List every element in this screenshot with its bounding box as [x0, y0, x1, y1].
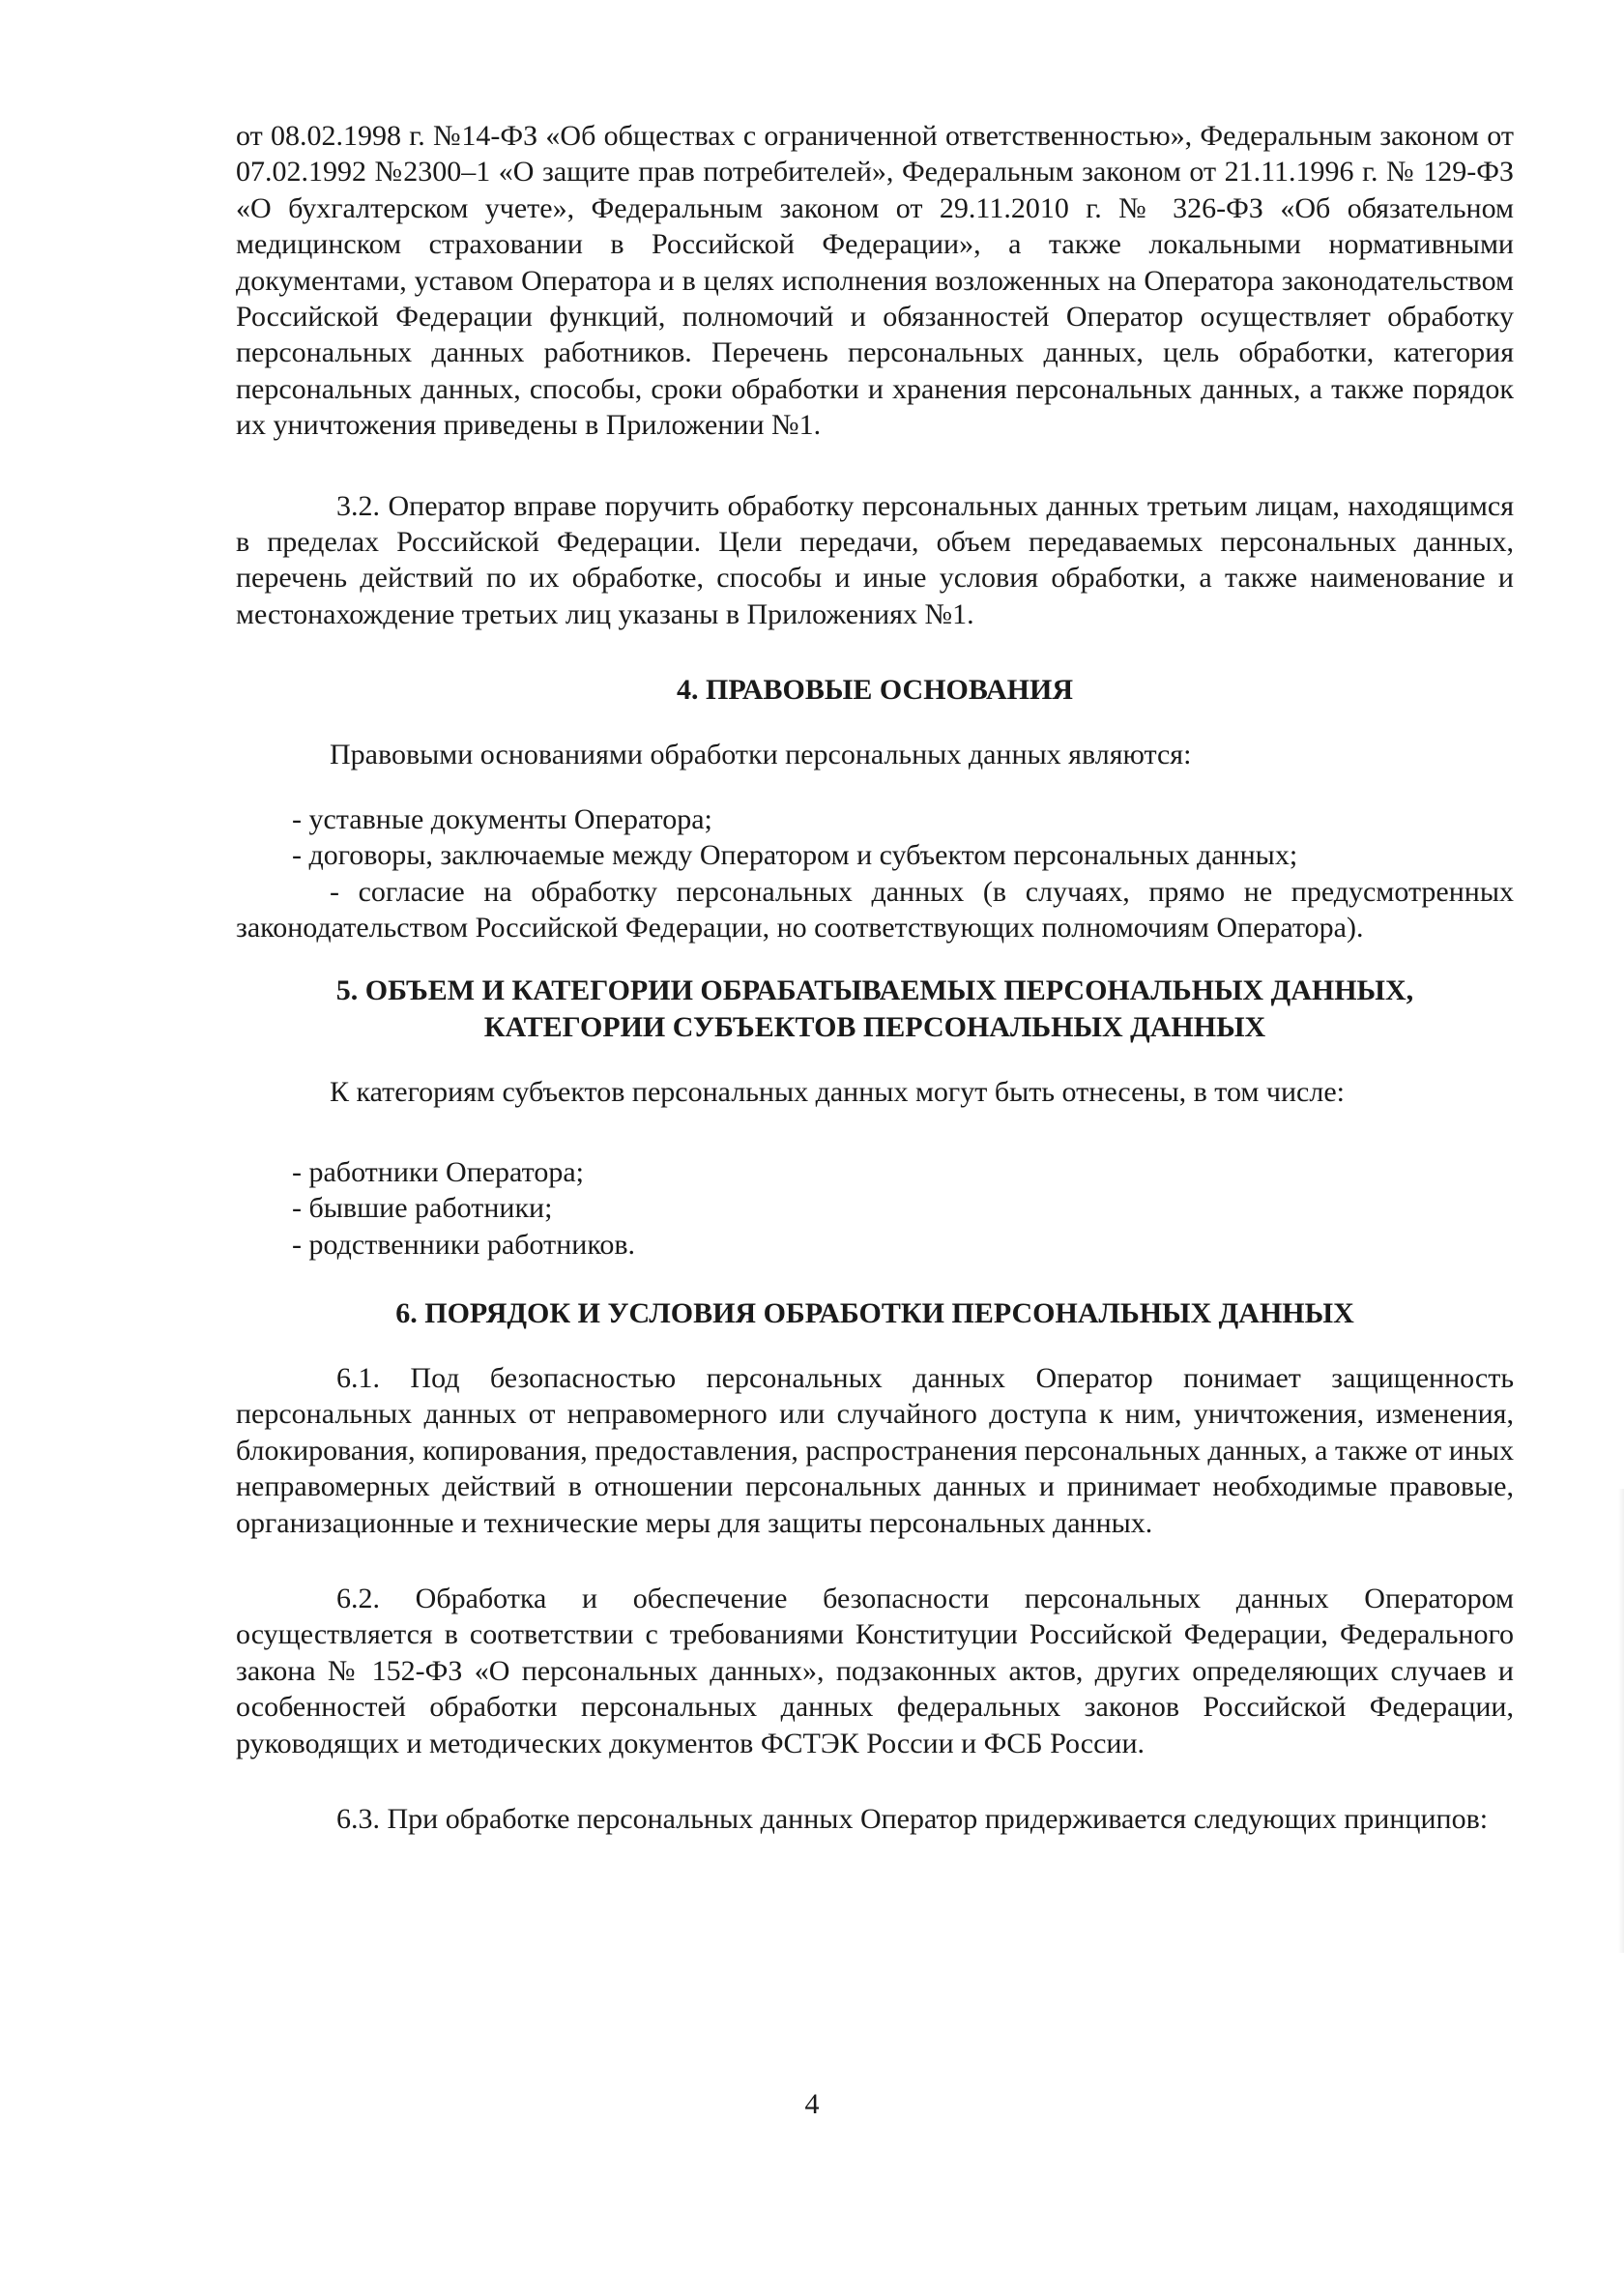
legal-ground-item: - договоры, заключаемые между Оператором и субъектом персональных данных;: [292, 839, 1298, 872]
section-4-title: 4. ПРАВОВЫЕ ОСНОВАНИЯ: [677, 674, 1073, 707]
subject-category-item: - работники Оператора;: [292, 1155, 584, 1188]
section-5-title-line-2: КАТЕГОРИИ СУБЪЕКТОВ ПЕРСОНАЛЬНЫХ ДАННЫХ: [483, 1011, 1266, 1044]
subject-category-item: - родственники работников.: [292, 1228, 636, 1261]
scan-edge-shadow: [1618, 1489, 1624, 1953]
section-6-processing-order: [236, 1295, 1514, 1837]
legal-ground-item: - уставные документы Оператора;: [292, 802, 712, 835]
document-page: [236, 118, 1514, 1837]
paragraph-3-2: 3.2. Оператор вправе поручить обработку персональных данных третьим лицам, находящимся в пределах Российской Федерации. Цели передачи, объем передаваемых персональных данных, перечень действий по их обработке, способы и иные условия обработки, а также наименование и местонахождение третьих лиц указаны в Приложениях №1.: [236, 489, 1514, 630]
paragraph-6-2: 6.2. Обработка и обеспечение безопасности персональных данных Оператором осуществляется в соответствии с требованиями Конституции Российской Федерации, Федерального закона № 152-ФЗ «О персональных данных», подзаконных актов, других определяющих случаев и особенностей обработки персональных данных федеральных законов Российской Федерации, руководящих и методических документов ФСТЭК России и ФСБ России.: [236, 1582, 1514, 1759]
section-5-lead: К категориям субъектов персональных данных могут быть отнесены, в том числе:: [330, 1076, 1345, 1109]
paragraph-6-3: 6.3. При обработке персональных данных Оператор придерживается следующих принципов:: [336, 1803, 1489, 1835]
section-5-title-line-1: 5. ОБЪЕМ И КАТЕГОРИИ ОБРАБАТЫВАЕМЫХ ПЕРСОНАЛЬНЫХ ДАННЫХ,: [335, 974, 1414, 1007]
subject-category-item: - бывшие работники;: [292, 1192, 553, 1225]
section-5-categories: [236, 973, 1514, 1263]
paragraph-6-1: 6.1. Под безопасностью персональных данных Оператор понимает защищенность персональных данных от неправомерного или случайного доступа к ним, уничтожения, изменения, блокирования, копирования, предоставления, распространения персональных данных, а также от иных неправомерных действий в отношении персональных данных и принимает необходимые правовые, организационные и технические меры для защиты персональных данных.: [236, 1361, 1514, 1539]
intro-paragraph: от 08.02.1998 г. №14-ФЗ «Об обществах с ограниченной ответственностью», Федеральным законом от 07.02.1992 №2300–1 «О защите прав потребителей», Федеральным законом от 21.11.1996 г. № 129-ФЗ «О бухгалтерском учете», Федеральным законом от 29.11.2010 г. № 326-ФЗ «Об обязательном медицинском страховании в Российской Федерации», а также локальными нормативными документами, уставом Оператора и в целях исполнения возложенных на Оператора законодательством Российской Федерации функций, полномочий и обязанностей Оператор осуществляет обработку персональных данных работников. Перечень персональных данных, цель обработки, категория персональных данных, способы, сроки обработки и хранения персональных данных, а также порядок их уничтожения приведены в Приложении №1.: [236, 120, 1514, 442]
page-number: 4: [804, 2088, 820, 2120]
section-4-lead: Правовыми основаниями обработки персональных данных являются:: [330, 739, 1192, 771]
section-4-legal-grounds: [236, 672, 1514, 945]
section-6-title: 6. ПОРЯДОК И УСЛОВИЯ ОБРАБОТКИ ПЕРСОНАЛЬНЫХ ДАННЫХ: [395, 1296, 1354, 1329]
legal-ground-item: - согласие на обработку персональных данных (в случаях, прямо не предусмотренных законодательством Российской Федерации, но соответствующих полномочиям Оператора).: [236, 875, 1514, 944]
